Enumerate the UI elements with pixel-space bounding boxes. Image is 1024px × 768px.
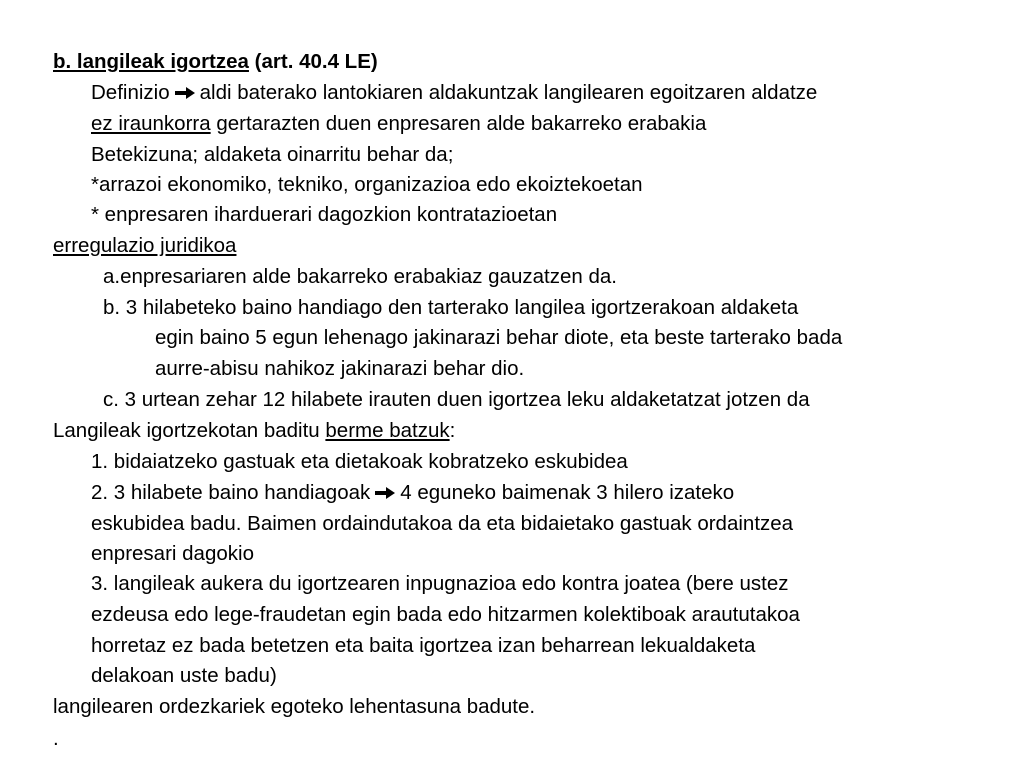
regulation-title: erregulazio juridikoa bbox=[53, 234, 237, 257]
requirement-intro: Betekizuna; aldaketa oinarritu behar da; bbox=[91, 143, 454, 166]
regulation-c: c. 3 urtean zehar 12 hilabete irauten duen igortzea leku aldaketatzat jotzen da bbox=[103, 388, 810, 411]
rights-item-1: 1. bidaiatzeko gastuak eta dietakoak kobratzeko eskubidea bbox=[91, 450, 628, 473]
rights-item-2-line-2: eskubidea badu. Baimen ordaindutakoa da eta bidaietako gastuak ordaintzea bbox=[91, 512, 794, 535]
regulation-b-line-1: b. 3 hilabeteko baino handiago den tarterako langilea igortzerakoan aldaketa bbox=[103, 296, 799, 319]
right-arrow-icon bbox=[374, 486, 396, 500]
rights-item-3-line-3: horretaz ez bada betetzen eta baita igortzea izan beharrean lekualdaketa bbox=[91, 634, 756, 657]
definition-underlined: ez iraunkorra bbox=[91, 112, 211, 135]
regulation-b-line-2: egin baino 5 egun lehenago jakinarazi behar diote, eta beste tarterako bada bbox=[155, 326, 843, 349]
right-arrow-icon bbox=[174, 86, 196, 100]
definition-text-1: aldi baterako lantokiaren aldakuntzak langilearen egoitzaren aldatze bbox=[199, 81, 818, 104]
heading-ref: (art. 40.4 LE) bbox=[254, 50, 378, 73]
rights-intro-prefix: Langileak igortzekotan baditu bbox=[53, 419, 320, 442]
closing-dot: . bbox=[53, 727, 59, 750]
rights-item-3-line-1: 3. langileak aukera du igortzearen inpugnazioa edo kontra joatea (bere ustez bbox=[91, 572, 789, 595]
rights-item-3-line-4: delakoan uste badu) bbox=[91, 664, 277, 687]
definition-line-1 bbox=[91, 81, 817, 105]
definition-label: Definizio bbox=[91, 81, 170, 104]
rights-item-3-line-2: ezdeusa edo lege-fraudetan egin bada edo hitzarmen kolektiboak araututakoa bbox=[91, 603, 800, 626]
rights-item-2-prefix: 2. 3 hilabete baino handiagoak bbox=[91, 481, 371, 504]
rights-intro bbox=[53, 419, 455, 443]
rights-item-2-suffix: 4 eguneko baimenak 3 hilero izateko bbox=[400, 481, 735, 504]
regulation-b-line-3: aurre-abisu nahikoz jakinarazi behar dio. bbox=[155, 357, 525, 380]
rights-intro-underlined: berme batzuk bbox=[325, 419, 450, 442]
regulation-a: a.enpresariaren alde bakarreko erabakiaz gauzatzen da. bbox=[103, 265, 617, 288]
rights-item-2-line-1 bbox=[91, 481, 734, 505]
heading-line bbox=[53, 50, 378, 74]
heading-title: b. langileak igortzea bbox=[53, 50, 249, 73]
requirement-item-2: * enpresaren iharduerari dagozkion kontratazioetan bbox=[91, 203, 558, 226]
rights-intro-suffix: : bbox=[449, 419, 456, 442]
closing-text: langilearen ordezkariek egoteko lehentasuna badute. bbox=[53, 695, 536, 718]
requirement-item-1: *arrazoi ekonomiko, tekniko, organizazioa edo ekoiztekoetan bbox=[91, 173, 643, 196]
definition-text-2: gertarazten duen enpresaren alde bakarreko erabakia bbox=[216, 112, 707, 135]
rights-item-2-line-3: enpresari dagokio bbox=[91, 542, 254, 565]
definition-line-2 bbox=[91, 112, 706, 136]
